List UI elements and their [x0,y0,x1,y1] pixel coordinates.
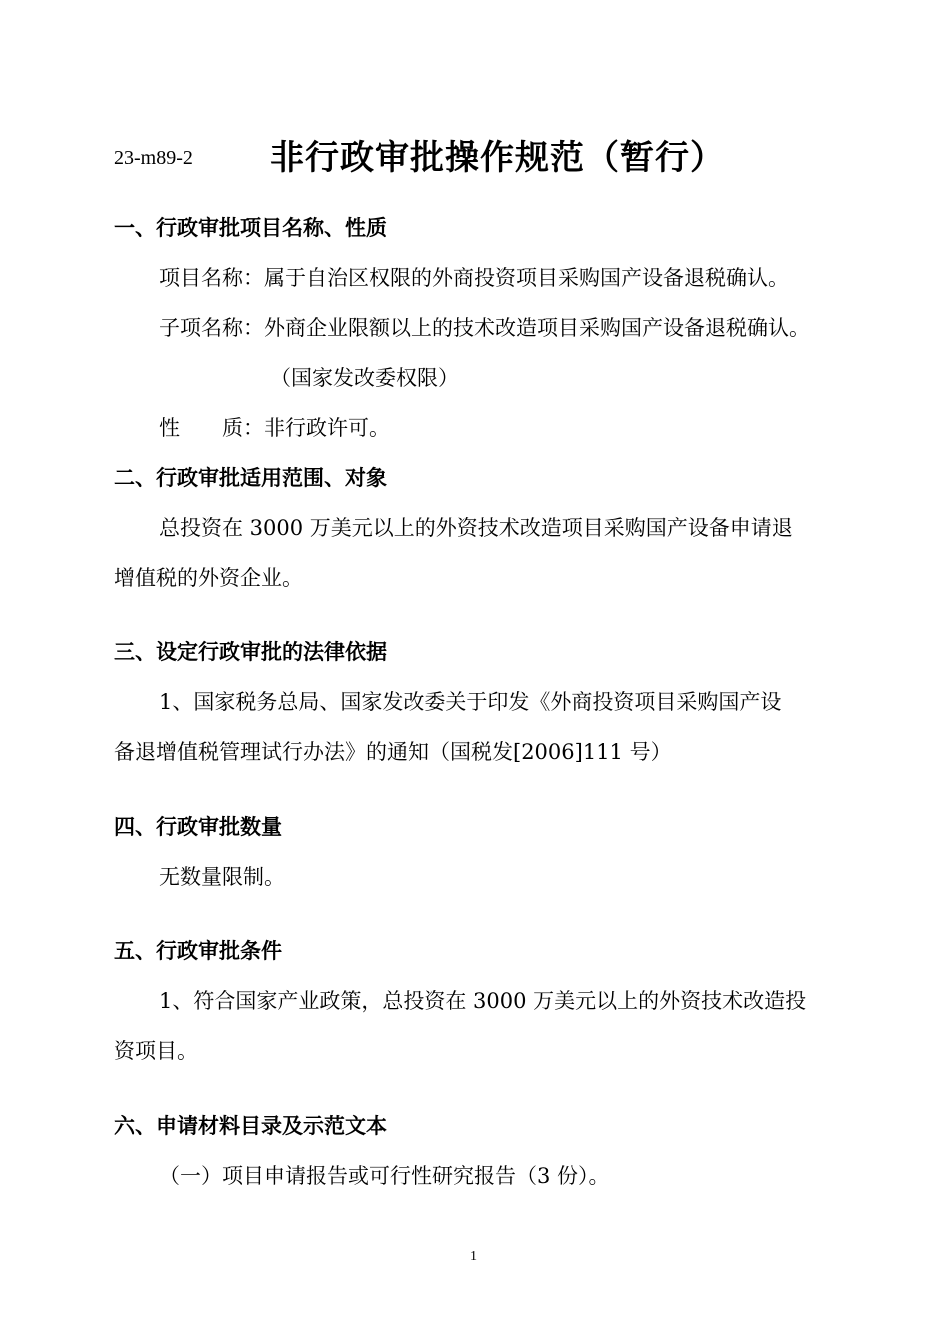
section-2-line-1: 总投资在 3000 万美元以上的外资技术改造项目采购国产设备申请退 [159,516,793,540]
section-heading-4: 四、行政审批数量 [114,815,282,839]
section-3-line-1: 1、国家税务总局、国家发改委关于印发《外商投资项目采购国产设 [159,690,782,714]
section-5-line-2: 资项目。 [114,1039,198,1063]
section-heading-1: 一、行政审批项目名称、性质 [114,216,387,240]
section-1-line-3: （国家发改委权限） [270,366,459,390]
section-heading-6: 六、申请材料目录及示范文本 [114,1114,387,1138]
section-heading-3: 三、设定行政审批的法律依据 [114,640,387,664]
section-5-line-1: 1、符合国家产业政策，总投资在 3000 万美元以上的外资技术改造投 [159,989,807,1013]
section-1-line-4: 性 质：非行政许可。 [159,416,390,440]
document-title: 非行政审批操作规范（暂行） [270,138,725,178]
section-2-line-2: 增值税的外资企业。 [114,566,303,590]
section-4-line-1: 无数量限制。 [159,865,285,889]
document-code: 23-m89-2 [114,147,193,169]
section-1-line-2: 子项名称：外商企业限额以上的技术改造项目采购国产设备退税确认。 [159,316,810,340]
section-6-line-1: （一）项目申请报告或可行性研究报告（3 份）。 [159,1164,610,1188]
page-number: 1 [470,1249,477,1264]
section-1-line-1: 项目名称：属于自治区权限的外商投资项目采购国产设备退税确认。 [159,266,789,290]
section-heading-2: 二、行政审批适用范围、对象 [114,466,387,490]
section-heading-5: 五、行政审批条件 [114,939,282,963]
section-3-line-2: 备退增值税管理试行办法》的通知（国税发[2006]111 号） [114,740,672,764]
